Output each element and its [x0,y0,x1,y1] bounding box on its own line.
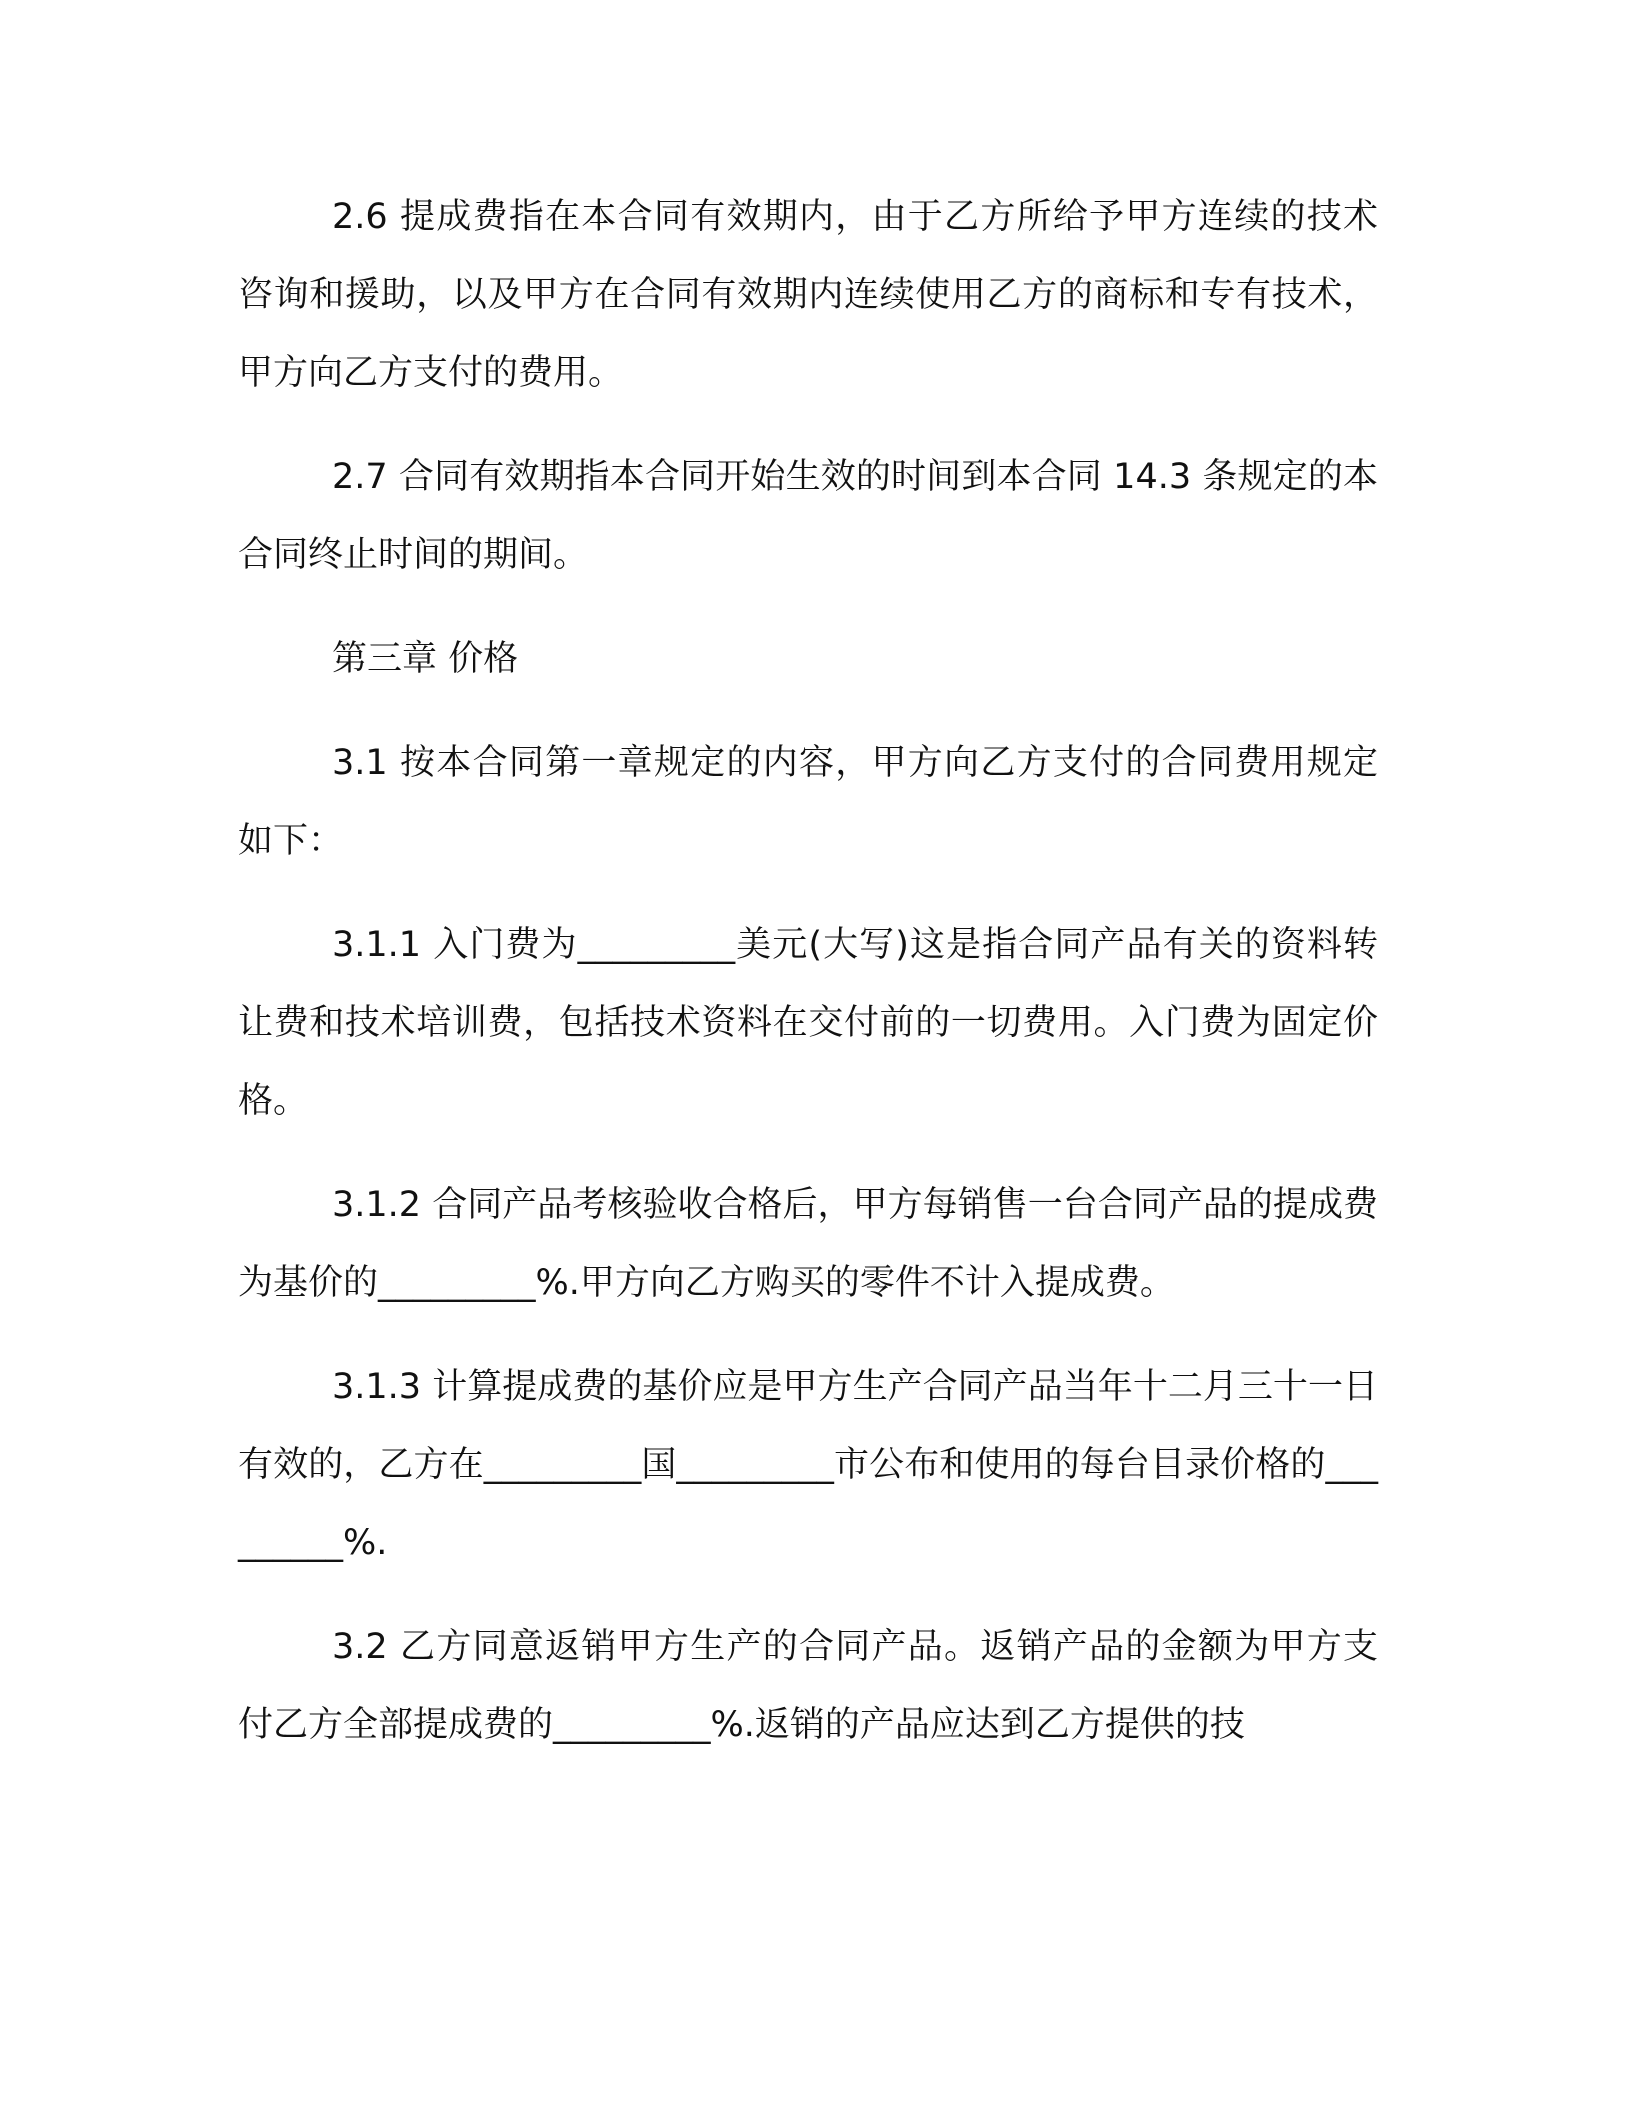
clause-3-1: 3.1 按本合同第一章规定的内容，甲方向乙方支付的合同费用规定如下： [238,743,1378,861]
clause-3-1-1: 3.1.1 入门费为_________美元(大写)这是指合同产品有关的资料转让费和技术培训费，包括技术资料在交付前的一切费用。入门费为固定价格。 [238,925,1378,1121]
clause-2-7: 2.7 合同有效期指本合同开始生效的时间到本合同 14.3 条规定的本合同终止时间的期间。 [238,457,1378,575]
document-body [238,178,1378,1790]
chapter-three-heading: 第三章 价格 [332,639,519,679]
clause-3-2: 3.2 乙方同意返销甲方生产的合同产品。返销产品的金额为甲方支付乙方全部提成费的_________%.返销的产品应达到乙方提供的技 [238,1627,1378,1745]
clause-2-6: 2.6 提成费指在本合同有效期内，由于乙方所给予甲方连续的技术咨询和援助，以及甲方在合同有效期内连续使用乙方的商标和专有技术，甲方向乙方支付的费用。 [238,197,1378,393]
clause-3-1-2: 3.1.2 合同产品考核验收合格后，甲方每销售一台合同产品的提成费为基价的_________%.甲方向乙方购买的零件不计入提成费。 [238,1185,1378,1303]
clause-3-1-3: 3.1.3 计算提成费的基价应是甲方生产合同产品当年十二月三十一日有效的，乙方在_________国_________市公布和使用的每台目录价格的_________%. [238,1367,1378,1563]
